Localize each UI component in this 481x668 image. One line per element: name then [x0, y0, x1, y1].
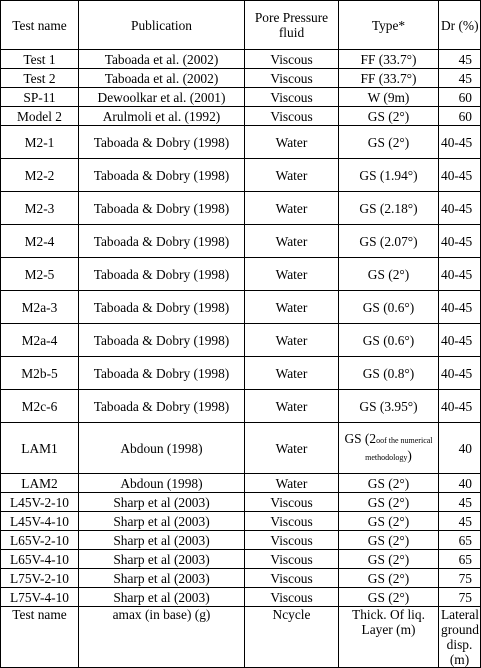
table-row	[1, 50, 481, 69]
cell-dr: 40	[439, 423, 481, 474]
cell-fluid: Water	[245, 324, 339, 357]
cell-publication: Taboada & Dobry (1998)	[79, 357, 245, 390]
cell-fluid: Water	[245, 423, 339, 474]
table-row	[1, 225, 481, 258]
cell-type: GS (2°)	[339, 588, 439, 607]
cell-type: GS (2°)	[339, 569, 439, 588]
cell-publication: Taboada & Dobry (1998)	[79, 225, 245, 258]
cell-publication: Taboada et al. (2002)	[79, 69, 245, 88]
cell-test-name: M2b-5	[1, 357, 79, 390]
cell-test-name: M2-2	[1, 159, 79, 192]
cell-test-name: L45V-4-10	[1, 512, 79, 531]
cell-fluid: Water	[245, 291, 339, 324]
table-row	[1, 390, 481, 423]
cell-test-name: M2-1	[1, 126, 79, 159]
cell-dr: 75	[439, 569, 481, 588]
cell-type: GS (2°)	[339, 493, 439, 512]
cell-type: GS (0.6°)	[339, 291, 439, 324]
header-dr: Dr (%)	[439, 1, 481, 50]
table-row	[1, 107, 481, 126]
table-row	[1, 192, 481, 225]
header-type: Type*	[339, 1, 439, 50]
cell-test-name: LAM2	[1, 474, 79, 493]
cell-fluid: Viscous	[245, 69, 339, 88]
cell-publication: Dewoolkar et al. (2001)	[79, 88, 245, 107]
header2-ncycle: Ncycle	[245, 607, 339, 668]
type-main: GS (2	[344, 431, 377, 446]
cell-dr: 40-45	[439, 159, 481, 192]
cell-fluid: Viscous	[245, 493, 339, 512]
cell-fluid: Viscous	[245, 569, 339, 588]
header2-amax: amax (in base) (g)	[79, 607, 245, 668]
cell-fluid: Viscous	[245, 107, 339, 126]
cell-type: GS (1.94°)	[339, 159, 439, 192]
cell-dr: 60	[439, 88, 481, 107]
cell-fluid: Viscous	[245, 50, 339, 69]
cell-test-name: L75V-2-10	[1, 569, 79, 588]
type-close: )	[407, 448, 412, 463]
cell-publication: Taboada & Dobry (1998)	[79, 258, 245, 291]
header2-lateral: Lateral ground disp. (m)	[439, 607, 481, 668]
cell-publication: Taboada & Dobry (1998)	[79, 192, 245, 225]
cell-test-name: Model 2	[1, 107, 79, 126]
table-row	[1, 474, 481, 493]
table-row	[1, 159, 481, 192]
cell-fluid: Viscous	[245, 531, 339, 550]
cell-type: GS (3.95°)	[339, 390, 439, 423]
cell-fluid: Viscous	[245, 512, 339, 531]
cell-type: GS (2°)	[339, 258, 439, 291]
cell-publication: Taboada & Dobry (1998)	[79, 159, 245, 192]
cell-publication: Taboada & Dobry (1998)	[79, 324, 245, 357]
cell-type: GS (2°)	[339, 512, 439, 531]
cell-dr: 65	[439, 550, 481, 569]
cell-publication: Sharp et al (2003)	[79, 550, 245, 569]
cell-fluid: Water	[245, 126, 339, 159]
header-row	[1, 1, 481, 50]
cell-dr: 40	[439, 474, 481, 493]
cell-publication: Sharp et al (2003)	[79, 588, 245, 607]
cell-fluid: Water	[245, 357, 339, 390]
header2-test-name: Test name	[1, 607, 79, 668]
cell-dr: 65	[439, 531, 481, 550]
cell-fluid: Water	[245, 192, 339, 225]
cell-type: GS (2°)	[339, 474, 439, 493]
cell-fluid: Viscous	[245, 88, 339, 107]
header-pore-fluid: Pore Pressure fluid	[245, 1, 339, 50]
cell-dr: 40-45	[439, 192, 481, 225]
cell-test-name: M2-5	[1, 258, 79, 291]
cell-type: FF (33.7°)	[339, 69, 439, 88]
table-row	[1, 126, 481, 159]
cell-type: GS (0.6°)	[339, 324, 439, 357]
cell-test-name: L45V-2-10	[1, 493, 79, 512]
table-row	[1, 569, 481, 588]
cell-publication: Abdoun (1998)	[79, 423, 245, 474]
cell-test-name: M2c-6	[1, 390, 79, 423]
cell-fluid: Water	[245, 390, 339, 423]
cell-test-name: M2-3	[1, 192, 79, 225]
cell-publication: Arulmoli et al. (1992)	[79, 107, 245, 126]
cell-type: W (9m)	[339, 88, 439, 107]
cell-type: GS (2°)	[339, 107, 439, 126]
cell-publication: Abdoun (1998)	[79, 474, 245, 493]
cell-fluid: Water	[245, 159, 339, 192]
cell-type: GS (2°)	[339, 531, 439, 550]
cell-fluid: Water	[245, 258, 339, 291]
table-row	[1, 550, 481, 569]
table-row	[1, 423, 481, 474]
cell-type: GS (2.18°)	[339, 192, 439, 225]
table-row	[1, 258, 481, 291]
cell-type: GS (2°)	[339, 126, 439, 159]
cell-test-name: M2a-4	[1, 324, 79, 357]
cell-type: GS (0.8°)	[339, 357, 439, 390]
second-header-row	[1, 607, 481, 668]
cell-dr: 75	[439, 588, 481, 607]
cell-test-name: L65V-2-10	[1, 531, 79, 550]
header-publication: Publication	[79, 1, 245, 50]
cell-dr: 40-45	[439, 225, 481, 258]
cell-publication: Sharp et al (2003)	[79, 569, 245, 588]
cell-test-name: M2-4	[1, 225, 79, 258]
cell-publication: Sharp et al (2003)	[79, 493, 245, 512]
table-row	[1, 324, 481, 357]
cell-test-name: L75V-4-10	[1, 588, 79, 607]
cell-test-name: Test 1	[1, 50, 79, 69]
cell-publication: Taboada & Dobry (1998)	[79, 126, 245, 159]
table-row	[1, 531, 481, 550]
table-row	[1, 69, 481, 88]
table-row	[1, 357, 481, 390]
table-row	[1, 588, 481, 607]
cell-publication: Taboada & Dobry (1998)	[79, 291, 245, 324]
table-row	[1, 512, 481, 531]
cell-dr: 40-45	[439, 258, 481, 291]
cell-dr: 60	[439, 107, 481, 126]
cell-dr: 45	[439, 50, 481, 69]
cell-fluid: Viscous	[245, 588, 339, 607]
cell-test-name: Test 2	[1, 69, 79, 88]
cell-publication: Taboada & Dobry (1998)	[79, 390, 245, 423]
cell-type: FF (33.7°)	[339, 50, 439, 69]
cell-dr: 40-45	[439, 126, 481, 159]
cell-publication: Sharp et al (2003)	[79, 531, 245, 550]
cell-test-name: M2a-3	[1, 291, 79, 324]
cell-fluid: Water	[245, 225, 339, 258]
type-note: oof the numerical methodology	[365, 436, 433, 462]
table-row	[1, 291, 481, 324]
header-test-name: Test name	[1, 1, 79, 50]
cell-publication: Taboada et al. (2002)	[79, 50, 245, 69]
cell-dr: 40-45	[439, 390, 481, 423]
cell-type: GS (2.07°)	[339, 225, 439, 258]
header2-thick: Thick. Of liq. Layer (m)	[339, 607, 439, 668]
cell-fluid: Water	[245, 474, 339, 493]
cell-dr: 45	[439, 512, 481, 531]
cell-dr: 45	[439, 69, 481, 88]
table-row	[1, 88, 481, 107]
cell-type	[339, 423, 439, 474]
table-row	[1, 493, 481, 512]
cell-dr: 40-45	[439, 291, 481, 324]
cell-type: GS (2°)	[339, 550, 439, 569]
cell-test-name: LAM1	[1, 423, 79, 474]
cell-dr: 45	[439, 493, 481, 512]
cell-publication: Sharp et al (2003)	[79, 512, 245, 531]
cell-fluid: Viscous	[245, 550, 339, 569]
cell-test-name: SP-11	[1, 88, 79, 107]
cell-test-name: L65V-4-10	[1, 550, 79, 569]
cell-dr: 40-45	[439, 357, 481, 390]
cell-dr: 40-45	[439, 324, 481, 357]
